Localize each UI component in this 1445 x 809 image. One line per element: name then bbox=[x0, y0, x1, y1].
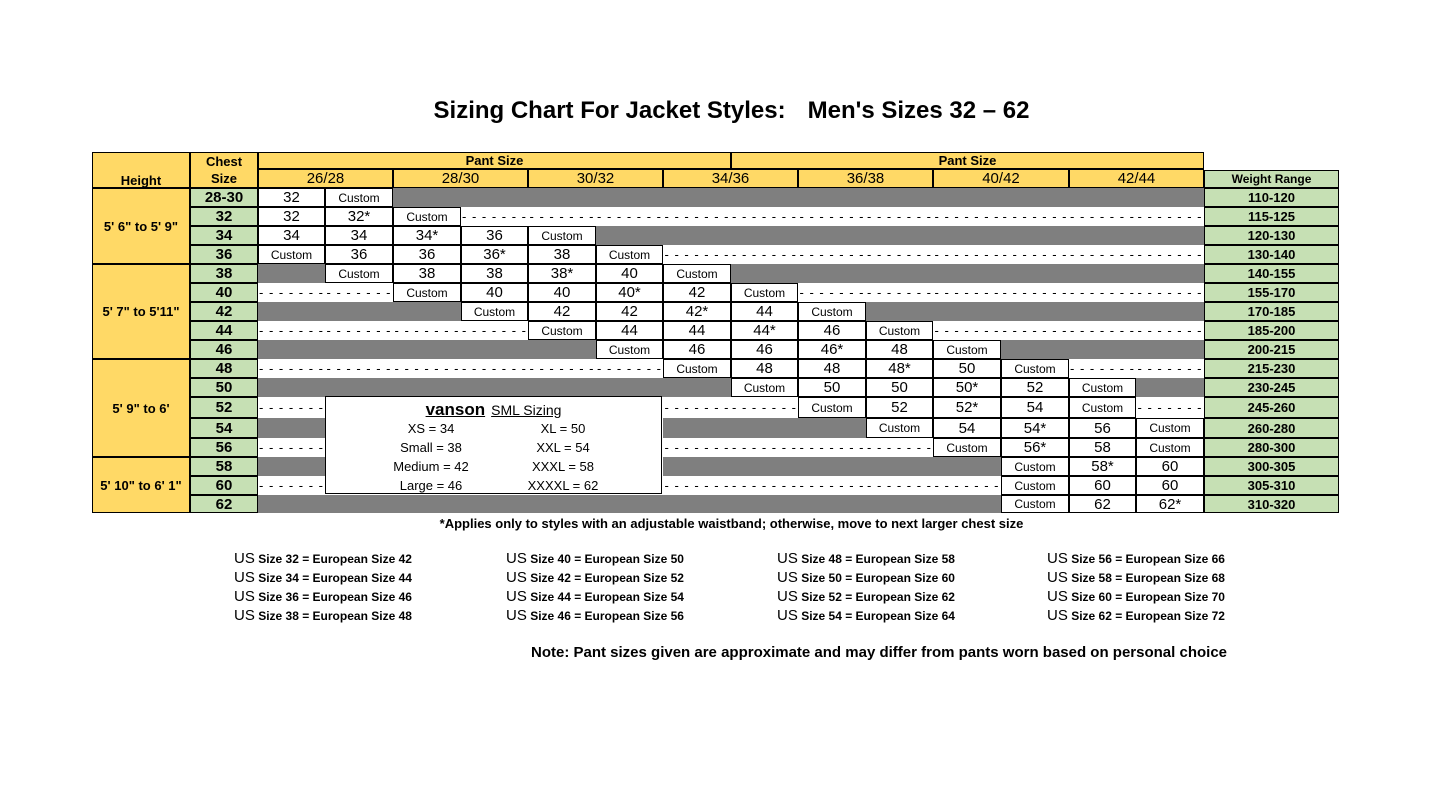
size-cell: Custom bbox=[1001, 359, 1069, 378]
weight-range-cell: 310-320 bbox=[1204, 495, 1339, 513]
conversion-text: Size 50 = European Size 60 bbox=[801, 571, 955, 585]
not-applicable-dashes: - - - - - - - bbox=[597, 361, 662, 376]
sml-item: Medium = 42 bbox=[393, 459, 469, 474]
weight-range-cell: 140-155 bbox=[1204, 264, 1339, 283]
unavailable-fill bbox=[731, 264, 1204, 283]
pant-size-note: Note: Pant sizes given are approximate and may differ from pants worn based on personal choice bbox=[531, 644, 1228, 661]
sml-item: Large = 46 bbox=[399, 478, 463, 493]
european-conversion-line bbox=[777, 569, 955, 586]
size-cell: Custom bbox=[866, 321, 933, 340]
size-cell: Custom bbox=[1069, 378, 1136, 397]
not-applicable-dashes: - - - - - - - bbox=[1070, 247, 1135, 262]
size-cell: Custom bbox=[258, 245, 325, 264]
size-cell: Custom bbox=[461, 302, 528, 321]
size-cell: Custom bbox=[933, 438, 1001, 457]
not-applicable-dashes: - - - - - - - bbox=[867, 285, 932, 300]
size-cell: 54 bbox=[1001, 397, 1069, 418]
size-cell: 40 bbox=[461, 283, 528, 302]
chest-header-line1: Chest bbox=[205, 154, 243, 169]
sml-item: XXXL = 58 bbox=[531, 459, 595, 474]
height-group: 5' 6" to 5' 9" bbox=[92, 188, 190, 264]
size-cell: 56* bbox=[1001, 438, 1069, 457]
size-cell: 48 bbox=[866, 340, 933, 359]
sml-item: XXL = 54 bbox=[536, 440, 590, 455]
size-cell: 38 bbox=[528, 245, 596, 264]
chest-size-cell: 52 bbox=[190, 397, 258, 418]
page-title bbox=[0, 97, 1445, 125]
size-cell: Custom bbox=[1001, 476, 1069, 495]
size-cell: 36* bbox=[461, 245, 528, 264]
not-applicable-dashes: - - - - - - - bbox=[799, 247, 865, 262]
not-applicable-dashes: - - - - - - - bbox=[1137, 285, 1203, 300]
european-conversion-line bbox=[1047, 588, 1225, 605]
weight-range-cell: 110-120 bbox=[1204, 188, 1339, 207]
not-applicable-dashes: - - - - - - - bbox=[934, 323, 1000, 338]
pant-column-header: 28/30 bbox=[393, 169, 528, 188]
not-applicable-dashes: - - - - - - - bbox=[799, 209, 865, 224]
size-cell: Custom bbox=[325, 264, 393, 283]
size-cell: 44 bbox=[596, 321, 663, 340]
european-conversion-line bbox=[777, 607, 955, 624]
chest-size-cell: 50 bbox=[190, 378, 258, 397]
sml-label: SML Sizing bbox=[491, 402, 562, 418]
size-cell: 54 bbox=[933, 418, 1001, 438]
size-cell: 46 bbox=[798, 321, 866, 340]
conversion-text: Size 54 = European Size 64 bbox=[801, 609, 955, 623]
size-cell: Custom bbox=[798, 397, 866, 418]
weight-range-cell: 215-230 bbox=[1204, 359, 1339, 378]
size-cell: 40* bbox=[596, 283, 663, 302]
footnote: *Applies only to styles with an adjustable waistband; otherwise, move to next larger chest size bbox=[439, 516, 1024, 531]
not-applicable-dashes: - - - - - - - bbox=[1002, 285, 1068, 300]
chest-size-cell: 48 bbox=[190, 359, 258, 378]
weight-range-cell: 155-170 bbox=[1204, 283, 1339, 302]
chest-size-cell: 28-30 bbox=[190, 188, 258, 207]
not-applicable-dashes: - - - - - - - bbox=[326, 285, 392, 300]
pant-size-header-left: Pant Size bbox=[258, 152, 731, 169]
european-conversion-line bbox=[1047, 607, 1225, 624]
conversion-text: Size 38 = European Size 48 bbox=[258, 609, 412, 623]
size-cell: 36 bbox=[393, 245, 461, 264]
not-applicable-dashes: - - - - - - - bbox=[664, 209, 730, 224]
size-cell: Custom bbox=[663, 359, 731, 378]
size-cell: 54* bbox=[1001, 418, 1069, 438]
weight-range-cell: 305-310 bbox=[1204, 476, 1339, 495]
us-prefix: US bbox=[777, 588, 798, 605]
size-cell: 34* bbox=[393, 226, 461, 245]
size-cell: Custom bbox=[596, 340, 663, 359]
size-cell: Custom bbox=[1136, 418, 1204, 438]
us-prefix: US bbox=[506, 588, 527, 605]
title-part-2: Men's Sizes 32 – 62 bbox=[807, 97, 1030, 124]
us-prefix: US bbox=[234, 588, 255, 605]
not-applicable-dashes: - - - - - - - bbox=[664, 440, 730, 455]
size-cell: 52* bbox=[933, 397, 1001, 418]
european-conversion-line bbox=[1047, 569, 1225, 586]
size-cell: Custom bbox=[798, 302, 866, 321]
weight-range-cell: 170-185 bbox=[1204, 302, 1339, 321]
size-cell: Custom bbox=[663, 264, 731, 283]
us-prefix: US bbox=[1047, 588, 1068, 605]
size-cell: 50 bbox=[798, 378, 866, 397]
size-cell: 40 bbox=[528, 283, 596, 302]
size-cell: 38 bbox=[393, 264, 461, 283]
title-part-1: Sizing Chart For Jacket Styles: bbox=[433, 97, 786, 124]
not-applicable-dashes: - - - - - - - bbox=[663, 397, 731, 418]
chest-size-cell: 44 bbox=[190, 321, 258, 340]
not-applicable-dashes: - - - - - - - bbox=[1136, 397, 1204, 418]
weight-range-cell: 200-215 bbox=[1204, 340, 1339, 359]
chest-size-cell: 58 bbox=[190, 457, 258, 476]
not-applicable-dashes: - - - - - - - bbox=[326, 323, 392, 338]
not-applicable-dashes: - - - - - - - bbox=[934, 478, 1000, 493]
size-cell: Custom bbox=[528, 226, 596, 245]
us-prefix: US bbox=[1047, 607, 1068, 624]
size-cell: 34 bbox=[258, 226, 325, 245]
size-cell: 34 bbox=[325, 226, 393, 245]
weight-range-cell: 120-130 bbox=[1204, 226, 1339, 245]
size-cell: 48 bbox=[731, 359, 798, 378]
european-conversion-line bbox=[234, 607, 412, 624]
height-group: 5' 9" to 6' bbox=[92, 359, 190, 457]
european-conversion-line bbox=[234, 569, 412, 586]
weight-range-cell: 230-245 bbox=[1204, 378, 1339, 397]
us-prefix: US bbox=[234, 569, 255, 586]
not-applicable-dashes: - - - - - - - bbox=[326, 361, 392, 376]
chest-size-cell: 56 bbox=[190, 438, 258, 457]
sml-title bbox=[326, 400, 661, 420]
not-applicable-dashes: - - - - - - - bbox=[732, 247, 797, 262]
not-applicable-dashes: - - - - - - - bbox=[732, 478, 797, 493]
size-cell: Custom bbox=[393, 283, 461, 302]
height-group: 5' 10" to 6' 1" bbox=[92, 457, 190, 513]
chest-header-line2: Size bbox=[210, 171, 237, 186]
size-cell: 42 bbox=[596, 302, 663, 321]
not-applicable-dashes: - - - - - - - bbox=[259, 361, 324, 376]
size-cell: 32 bbox=[258, 207, 325, 226]
sml-item: XL = 50 bbox=[540, 421, 586, 436]
not-applicable-dashes: - - - - - - - bbox=[867, 478, 932, 493]
chest-size-header bbox=[190, 152, 258, 188]
sml-item: Small = 38 bbox=[400, 440, 462, 455]
weight-range-header: Weight Range bbox=[1204, 170, 1339, 188]
not-applicable-dashes: - - - - - - - bbox=[1070, 323, 1135, 338]
conversion-text: Size 52 = European Size 62 bbox=[801, 590, 955, 604]
us-prefix: US bbox=[777, 550, 798, 567]
pant-column-header: 42/44 bbox=[1069, 169, 1204, 188]
size-cell: 44 bbox=[731, 302, 798, 321]
not-applicable-dashes: - - - - - - - bbox=[1137, 247, 1203, 262]
size-cell: Custom bbox=[1136, 438, 1204, 457]
european-conversion-line bbox=[506, 550, 684, 567]
sml-item: XS = 34 bbox=[407, 421, 455, 436]
not-applicable-dashes: - - - - - - - bbox=[529, 361, 595, 376]
not-applicable-dashes: - - - - - - - bbox=[597, 209, 662, 224]
size-cell: 60 bbox=[1136, 457, 1204, 476]
us-prefix: US bbox=[1047, 569, 1068, 586]
weight-range-cell: 280-300 bbox=[1204, 438, 1339, 457]
unavailable-fill bbox=[258, 264, 325, 283]
chest-size-cell: 46 bbox=[190, 340, 258, 359]
unavailable-fill bbox=[393, 188, 1204, 207]
chest-size-cell: 38 bbox=[190, 264, 258, 283]
size-cell: 48* bbox=[866, 359, 933, 378]
unavailable-fill bbox=[258, 378, 731, 397]
not-applicable-dashes: - - - - - - - bbox=[1070, 285, 1135, 300]
not-applicable-dashes: - - - - - - - bbox=[732, 440, 797, 455]
size-cell: 58 bbox=[1069, 438, 1136, 457]
size-cell: 62 bbox=[1069, 495, 1136, 513]
conversion-text: Size 48 = European Size 58 bbox=[801, 552, 955, 566]
size-cell: 42* bbox=[663, 302, 731, 321]
not-applicable-dashes: - - - - - - - bbox=[799, 478, 865, 493]
not-applicable-dashes: - - - - - - - bbox=[934, 247, 1000, 262]
pant-column-header: 36/38 bbox=[798, 169, 933, 188]
not-applicable-dashes: - - - - - - - bbox=[1137, 209, 1203, 224]
size-cell: 62* bbox=[1136, 495, 1204, 513]
size-cell: 50 bbox=[866, 378, 933, 397]
size-cell: Custom bbox=[596, 245, 663, 264]
unavailable-fill bbox=[258, 495, 1001, 513]
pant-column-header: 34/36 bbox=[663, 169, 798, 188]
size-cell: 38* bbox=[528, 264, 596, 283]
conversion-text: Size 32 = European Size 42 bbox=[258, 552, 412, 566]
us-prefix: US bbox=[506, 607, 527, 624]
size-cell: 42 bbox=[663, 283, 731, 302]
size-cell: 44 bbox=[663, 321, 731, 340]
size-cell: 50 bbox=[933, 359, 1001, 378]
size-cell: 44* bbox=[731, 321, 798, 340]
european-conversion-line bbox=[234, 550, 412, 567]
european-conversion-line bbox=[777, 588, 955, 605]
unavailable-fill bbox=[663, 418, 866, 438]
sml-item: XXXXL = 62 bbox=[527, 478, 599, 493]
size-cell: 46 bbox=[731, 340, 798, 359]
size-cell: 60 bbox=[1069, 476, 1136, 495]
chest-size-cell: 36 bbox=[190, 245, 258, 264]
size-cell: 38 bbox=[461, 264, 528, 283]
pant-column-header: 40/42 bbox=[933, 169, 1069, 188]
height-group: 5' 7" to 5'11" bbox=[92, 264, 190, 359]
conversion-text: Size 44 = European Size 54 bbox=[530, 590, 684, 604]
size-cell: Custom bbox=[1001, 495, 1069, 513]
size-cell: 52 bbox=[1001, 378, 1069, 397]
size-cell: 36 bbox=[325, 245, 393, 264]
size-cell: 60 bbox=[1136, 476, 1204, 495]
not-applicable-dashes: - - - - - - - bbox=[867, 440, 932, 455]
us-prefix: US bbox=[234, 607, 255, 624]
not-applicable-dashes: - - - - - - - bbox=[1070, 361, 1135, 376]
us-prefix: US bbox=[777, 569, 798, 586]
not-applicable-dashes: - - - - - - - bbox=[799, 285, 865, 300]
conversion-text: Size 60 = European Size 70 bbox=[1071, 590, 1225, 604]
us-prefix: US bbox=[506, 550, 527, 567]
unavailable-fill bbox=[866, 302, 1204, 321]
size-cell: 46 bbox=[663, 340, 731, 359]
size-cell: Custom bbox=[393, 207, 461, 226]
pant-column-header: 30/32 bbox=[528, 169, 663, 188]
conversion-text: Size 42 = European Size 52 bbox=[530, 571, 684, 585]
european-conversion-line bbox=[506, 607, 684, 624]
not-applicable-dashes: - - - - - - - bbox=[258, 397, 325, 418]
size-cell: 36 bbox=[461, 226, 528, 245]
size-cell: Custom bbox=[1001, 457, 1069, 476]
not-applicable-dashes: - - - - - - - bbox=[259, 323, 324, 338]
not-applicable-dashes: - - - - - - - bbox=[1137, 361, 1203, 376]
size-cell: Custom bbox=[325, 188, 393, 207]
size-cell: Custom bbox=[731, 378, 798, 397]
conversion-text: Size 40 = European Size 50 bbox=[530, 552, 684, 566]
conversion-text: Size 46 = European Size 56 bbox=[530, 609, 684, 623]
unavailable-fill bbox=[258, 457, 325, 476]
height-header: Height bbox=[92, 152, 190, 188]
not-applicable-dashes: - - - - - - - bbox=[394, 361, 460, 376]
not-applicable-dashes: - - - - - - - bbox=[934, 285, 1000, 300]
sml-sizing-box bbox=[325, 396, 662, 494]
not-applicable-dashes: - - - - - - - bbox=[664, 478, 730, 493]
size-cell: 46* bbox=[798, 340, 866, 359]
chest-size-cell: 54 bbox=[190, 418, 258, 438]
chest-size-cell: 34 bbox=[190, 226, 258, 245]
european-conversion-line bbox=[1047, 550, 1225, 567]
chest-size-cell: 60 bbox=[190, 476, 258, 495]
european-conversion-line bbox=[506, 569, 684, 586]
not-applicable-dashes: - - - - - - - bbox=[462, 361, 527, 376]
chest-size-cell: 42 bbox=[190, 302, 258, 321]
unavailable-fill bbox=[1001, 340, 1204, 359]
conversion-text: Size 56 = European Size 66 bbox=[1071, 552, 1225, 566]
pant-column-header: 26/28 bbox=[258, 169, 393, 188]
conversion-text: Size 62 = European Size 72 bbox=[1071, 609, 1225, 623]
size-cell: Custom bbox=[933, 340, 1001, 359]
unavailable-fill bbox=[596, 226, 1204, 245]
size-cell: Custom bbox=[866, 418, 933, 438]
us-prefix: US bbox=[1047, 550, 1068, 567]
unavailable-fill bbox=[258, 418, 325, 438]
not-applicable-dashes: - - - - - - - bbox=[867, 209, 932, 224]
size-cell: 52 bbox=[866, 397, 933, 418]
not-applicable-dashes: - - - - - - - bbox=[1002, 323, 1068, 338]
us-prefix: US bbox=[506, 569, 527, 586]
unavailable-fill bbox=[1136, 378, 1204, 397]
unavailable-fill bbox=[663, 457, 1001, 476]
not-applicable-dashes: - - - - - - - bbox=[259, 440, 324, 455]
not-applicable-dashes: - - - - - - - bbox=[799, 440, 865, 455]
size-cell: Custom bbox=[528, 321, 596, 340]
conversion-text: Size 34 = European Size 44 bbox=[258, 571, 412, 585]
size-cell: 48 bbox=[798, 359, 866, 378]
size-cell: Custom bbox=[731, 283, 798, 302]
us-prefix: US bbox=[234, 550, 255, 567]
not-applicable-dashes: - - - - - - - bbox=[462, 209, 527, 224]
not-applicable-dashes: - - - - - - - bbox=[731, 397, 798, 418]
chest-size-cell: 62 bbox=[190, 495, 258, 513]
unavailable-fill bbox=[258, 302, 461, 321]
not-applicable-dashes: - - - - - - - bbox=[934, 209, 1000, 224]
not-applicable-dashes: - - - - - - - bbox=[1002, 209, 1068, 224]
size-cell: 56 bbox=[1069, 418, 1136, 438]
size-cell: 40 bbox=[596, 264, 663, 283]
us-prefix: US bbox=[777, 607, 798, 624]
size-cell: 50* bbox=[933, 378, 1001, 397]
size-cell: 58* bbox=[1069, 457, 1136, 476]
size-cell: 32* bbox=[325, 207, 393, 226]
size-cell: Custom bbox=[1069, 397, 1136, 418]
weight-range-cell: 300-305 bbox=[1204, 457, 1339, 476]
not-applicable-dashes: - - - - - - - bbox=[1002, 247, 1068, 262]
european-conversion-line bbox=[234, 588, 412, 605]
european-conversion-line bbox=[506, 588, 684, 605]
size-cell: 42 bbox=[528, 302, 596, 321]
chest-size-cell: 40 bbox=[190, 283, 258, 302]
not-applicable-dashes: - - - - - - - bbox=[259, 478, 324, 493]
not-applicable-dashes: - - - - - - - bbox=[529, 209, 595, 224]
not-applicable-dashes: - - - - - - - bbox=[259, 285, 324, 300]
chest-size-cell: 32 bbox=[190, 207, 258, 226]
weight-range-cell: 260-280 bbox=[1204, 418, 1339, 438]
brand-logo: vanson bbox=[425, 400, 486, 419]
conversion-text: Size 58 = European Size 68 bbox=[1071, 571, 1225, 585]
european-conversion-line bbox=[777, 550, 955, 567]
conversion-text: Size 36 = European Size 46 bbox=[258, 590, 412, 604]
weight-range-cell: 115-125 bbox=[1204, 207, 1339, 226]
not-applicable-dashes: - - - - - - - bbox=[462, 323, 527, 338]
not-applicable-dashes: - - - - - - - bbox=[1137, 323, 1203, 338]
weight-range-cell: 185-200 bbox=[1204, 321, 1339, 340]
not-applicable-dashes: - - - - - - - bbox=[732, 209, 797, 224]
not-applicable-dashes: - - - - - - - bbox=[1070, 209, 1135, 224]
weight-range-cell: 245-260 bbox=[1204, 397, 1339, 418]
not-applicable-dashes: - - - - - - - bbox=[394, 323, 460, 338]
not-applicable-dashes: - - - - - - - bbox=[664, 247, 730, 262]
size-cell: 32 bbox=[258, 188, 325, 207]
unavailable-fill bbox=[258, 340, 596, 359]
not-applicable-dashes: - - - - - - - bbox=[867, 247, 932, 262]
pant-size-header-right: Pant Size bbox=[731, 152, 1204, 169]
weight-range-cell: 130-140 bbox=[1204, 245, 1339, 264]
